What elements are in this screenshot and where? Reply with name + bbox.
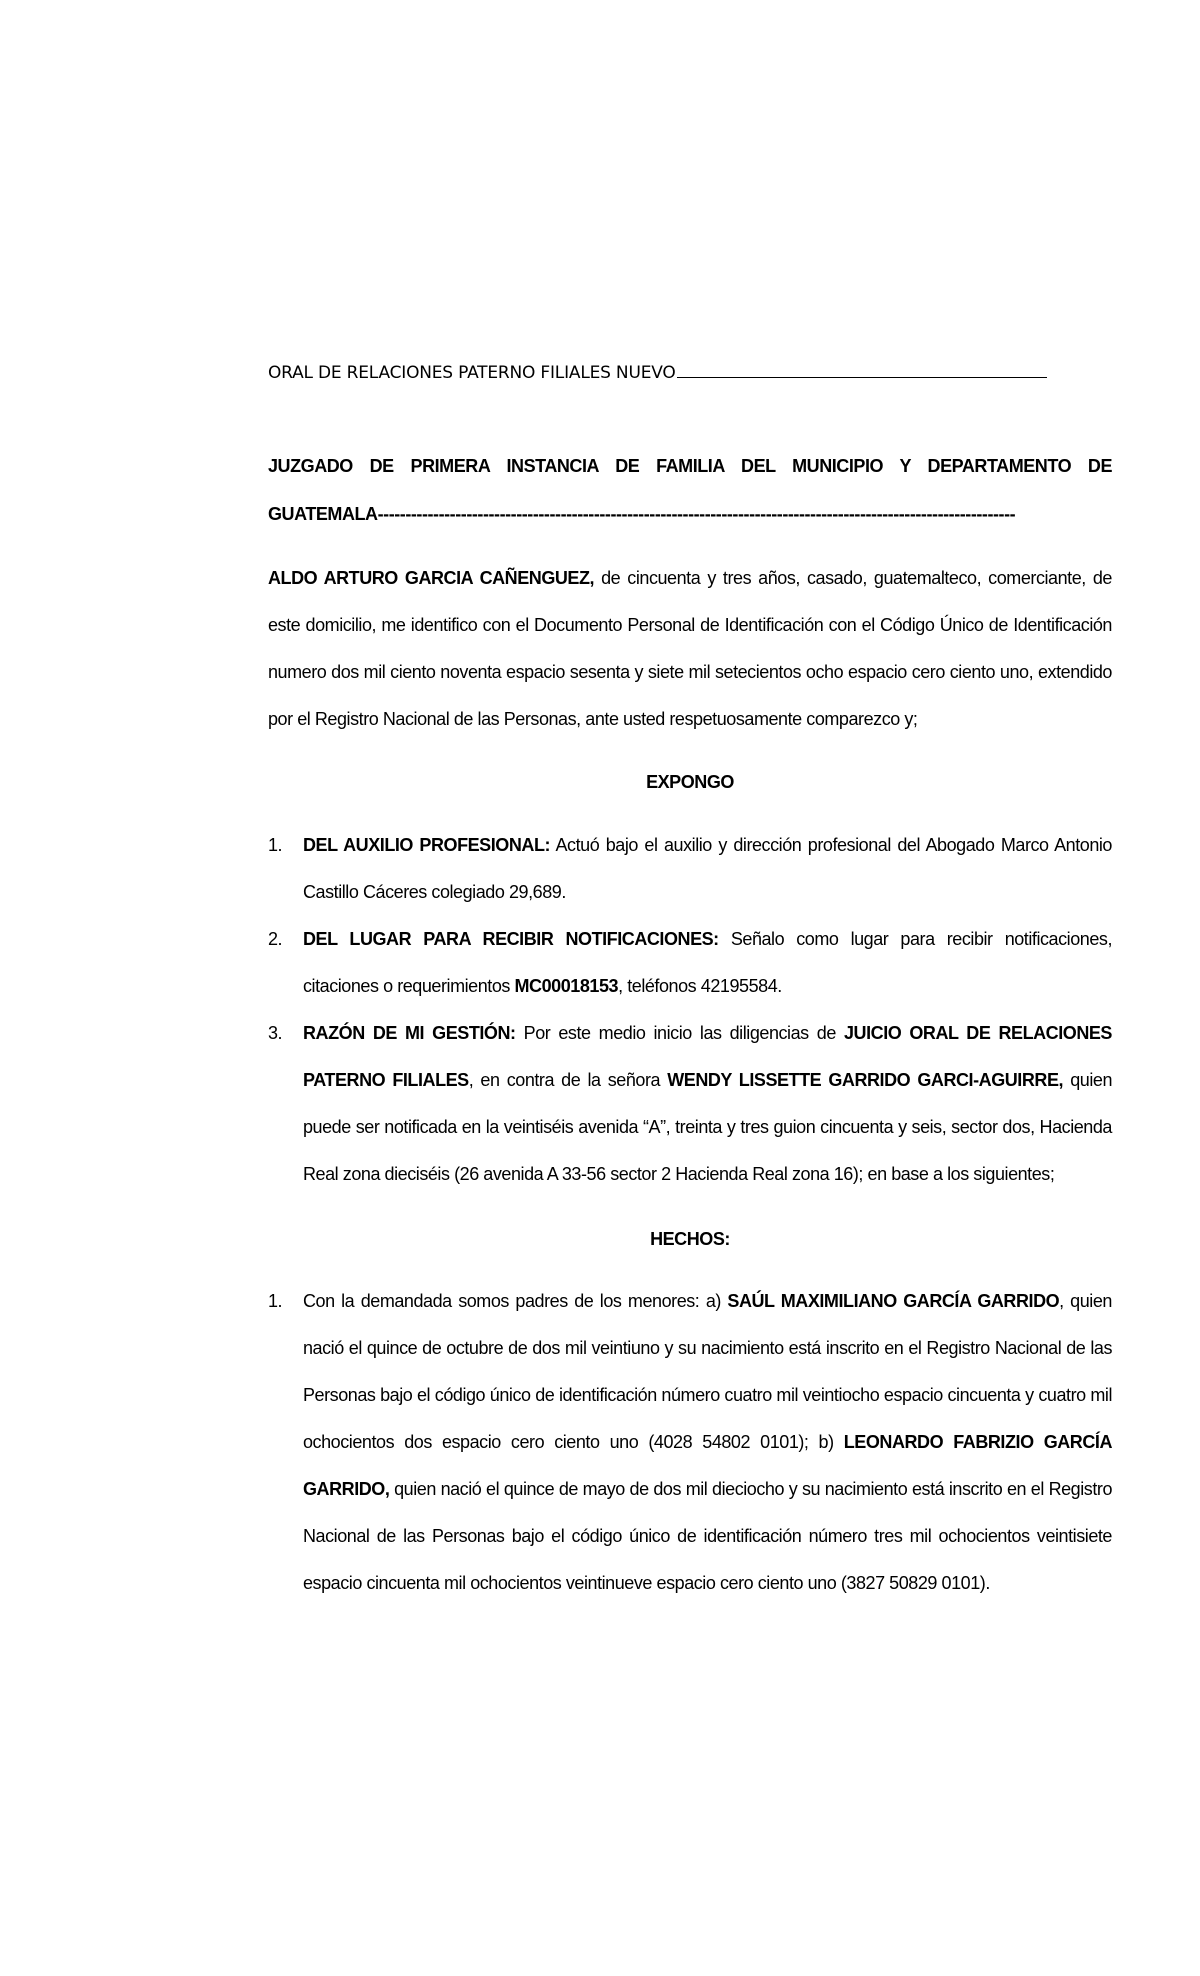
exponse-item-3: [268, 1010, 1112, 1198]
exponse-item-1: [268, 822, 1112, 916]
applicant-name: ALDO ARTURO GARCIA CAÑENGUEZ,: [268, 568, 595, 588]
document-title: [268, 361, 1068, 383]
item-text: quien nació el quince de mayo de dos mil dieciocho y su nacimiento está inscrito en el Registro Nacional de las Personas bajo el código único de identificación número tres mil ochocientos veintisiete espacio cincuenta mil ochocientos veintinueve espacio cero ciento uno (3827 50829 0101).: [303, 1479, 1112, 1593]
item-label: DEL LUGAR PARA RECIBIR NOTIFICACIONES:: [303, 929, 719, 949]
intro-text: de cincuenta y tres años, casado, guatemalteco, comerciante, de este domicilio, me identifico con el Documento Personal de Identificación con el Código Único de Identificación numero dos mil ciento noventa espacio sesenta y siete mil setecientos ocho espacio cero ciento uno, extendido por el Registro Nacional de las Personas, ante usted respetuosamente comparezco y;: [268, 568, 1112, 729]
facts-item-1: [268, 1278, 1112, 1607]
item-text: , en contra de la señora: [468, 1070, 668, 1090]
list-number: 1.: [268, 1291, 283, 1311]
court-heading: [268, 442, 1112, 538]
title-underline: [677, 361, 1047, 378]
proceeding-name: JUICIO ORAL DE RELACIONES PATERNO FILIALES: [303, 1023, 1112, 1090]
child-name-1: SAÚL MAXIMILIANO GARCÍA GARRIDO: [727, 1291, 1060, 1311]
facts-heading: HECHOS:: [650, 1229, 730, 1249]
list-number: 2.: [268, 929, 283, 949]
item-label: DEL AUXILIO PROFESIONAL:: [303, 835, 551, 855]
court-heading-dashes: -------------------------------------------------------------------------------------------------------------------: [377, 504, 1016, 524]
document-title-text: ORAL DE RELACIONES PATERNO FILIALES NUEVO: [268, 363, 676, 383]
item-text: , teléfonos 42195584.: [618, 976, 782, 996]
intro-paragraph: [268, 555, 1112, 743]
court-heading-line1: JUZGADO DE PRIMERA INSTANCIA DE FAMILIA DEL MUNICIPIO Y DEPARTAMENTO DE: [268, 456, 1112, 476]
child-name-2: LEONARDO FABRIZIO GARCÍA GARRIDO,: [303, 1432, 1113, 1499]
item-text: quien puede ser notificada en la veintiséis avenida “A”, treinta y tres guion cincuenta y seis, sector dos, Hacienda Real zona dieciséis (26 avenida A 33-56 sector 2 Hacienda Real zona 16); en base a los siguientes;: [303, 1070, 1113, 1184]
list-number: 3.: [268, 1023, 283, 1043]
item-text: Por este medio inicio las diligencias de: [515, 1023, 844, 1043]
item-text: Con la demandada somos padres de los menores: a): [303, 1291, 728, 1311]
exponse-heading: EXPONGO: [646, 772, 734, 792]
facts-list: [268, 1278, 1112, 1607]
item-label: RAZÓN DE MI GESTIÓN:: [303, 1023, 516, 1043]
notification-code: MC00018153: [514, 976, 619, 996]
item-text: Señalo como lugar para recibir notificaciones, citaciones o requerimientos: [303, 929, 1113, 996]
exponse-item-2: [268, 916, 1112, 1010]
defendant-name: WENDY LISSETTE GARRIDO GARCI-AGUIRRE,: [667, 1070, 1064, 1090]
list-number: 1.: [268, 835, 283, 855]
item-text: , quien nació el quince de octubre de dos mil veintiuno y su nacimiento está inscrito en el Registro Nacional de las Personas bajo el código único de identificación número cuatro mil veintiocho espacio cincuenta y cuatro mil ochocientos dos espacio cero ciento uno (4028 54802 0101); b): [303, 1291, 1112, 1452]
court-heading-city: GUATEMALA: [268, 504, 378, 524]
court-heading-line2: [268, 490, 1112, 538]
item-text: Actuó bajo el auxilio y dirección profesional del Abogado Marco Antonio Castillo Cáceres colegiado 29,689.: [303, 835, 1112, 902]
exponse-list: [268, 822, 1112, 1198]
